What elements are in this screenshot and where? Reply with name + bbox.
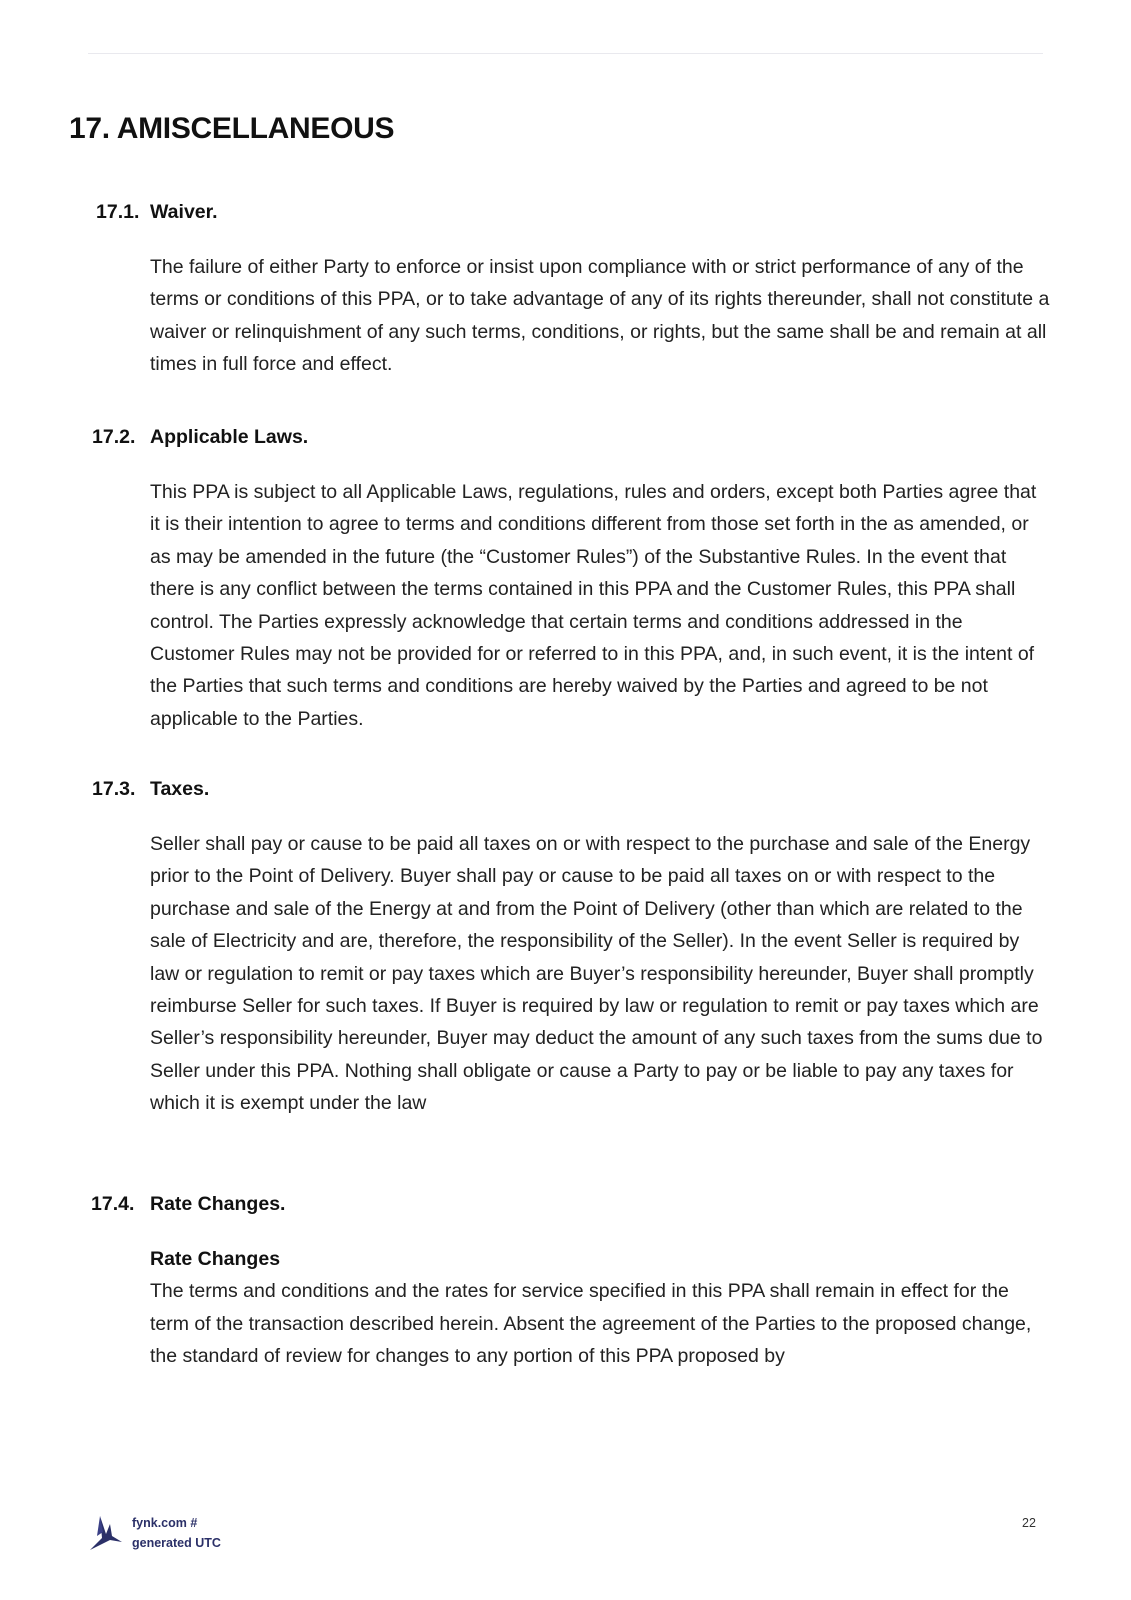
section-body: [150, 1243, 1050, 1373]
section-body: [150, 476, 1050, 735]
section-body: [150, 251, 1050, 381]
section-paragraph: This PPA is subject to all Applicable Laws, regulations, rules and orders, except both Parties agree that it is their intention to agree to terms and conditions different from those set forth in the as amended, or as may be amended in the future (the “Customer Rules”) of the Substantive Rules. In the event that there is any conflict between the terms contained in this PPA and the Customer Rules, this PPA shall control. The Parties expressly acknowledge that certain terms and conditions addressed in the Customer Rules may not be provided for or referred to in this PPA, and, in such event, it is the intent of the Parties that such terms and conditions are hereby waived by the Parties and agreed to be not applicable to the Parties.: [150, 481, 1037, 730]
section-title: Rate Changes.: [150, 1193, 286, 1215]
section-paragraph: Seller shall pay or cause to be paid all taxes on or with respect to the purchase and sale of the Energy prior to the Point of Delivery. Buyer shall pay or cause to be paid all taxes on or with respect to the purchase and sale of the Energy at and from the Point of Delivery (other than which are related to the sale of Electricity and are, therefore, the responsibility of the Seller). In the event Seller is required by law or regulation to remit or pay taxes which are Buyer’s responsibility hereunder, Buyer shall promptly reimburse Seller for such taxes. If Buyer is required by law or regulation to remit or pay taxes which are Seller’s responsibility hereunder, Buyer may deduct the amount of any such taxes from the sums due to Seller under this PPA. Nothing shall obligate or cause a Party to pay or be liable to pay any taxes for which it is exempt under the law: [150, 833, 1043, 1115]
section-paragraph: The terms and conditions and the rates for service specified in this PPA shall remain in effect for the term of the transaction described herein. Absent the agreement of the Parties to the proposed change, the standard of review for changes to any portion of this PPA proposed by: [150, 1280, 1032, 1368]
section-paragraph: The failure of either Party to enforce or insist upon compliance with or strict performance of any of the terms or conditions of this PPA, or to take advantage of any of its rights thereunder, shall not constitute a waiver or relinquishment of any such terms, conditions, or rights, but the same shall be and remain at all times in full force and effect.: [150, 256, 1050, 376]
footer-text: [132, 1513, 221, 1553]
fynk-bird-logo-icon: [88, 1512, 124, 1552]
section-number: 17.2.: [92, 426, 136, 448]
section-body: [150, 828, 1050, 1120]
section-title: Waiver.: [150, 201, 218, 223]
page-title: 17. AMISCELLANEOUS: [69, 112, 395, 145]
footer-line-1: fynk.com #: [132, 1516, 198, 1530]
section-number: 17.1.: [96, 201, 140, 223]
section-title: Applicable Laws.: [150, 426, 309, 448]
footer-line-2: generated UTC: [132, 1536, 221, 1550]
page-number: 22: [1022, 1516, 1036, 1530]
section-number: 17.4.: [91, 1193, 135, 1215]
section-subtitle: Rate Changes: [150, 1248, 281, 1270]
section-title: Taxes.: [150, 778, 210, 800]
section-number: 17.3.: [92, 778, 136, 800]
header-divider: [88, 53, 1043, 54]
